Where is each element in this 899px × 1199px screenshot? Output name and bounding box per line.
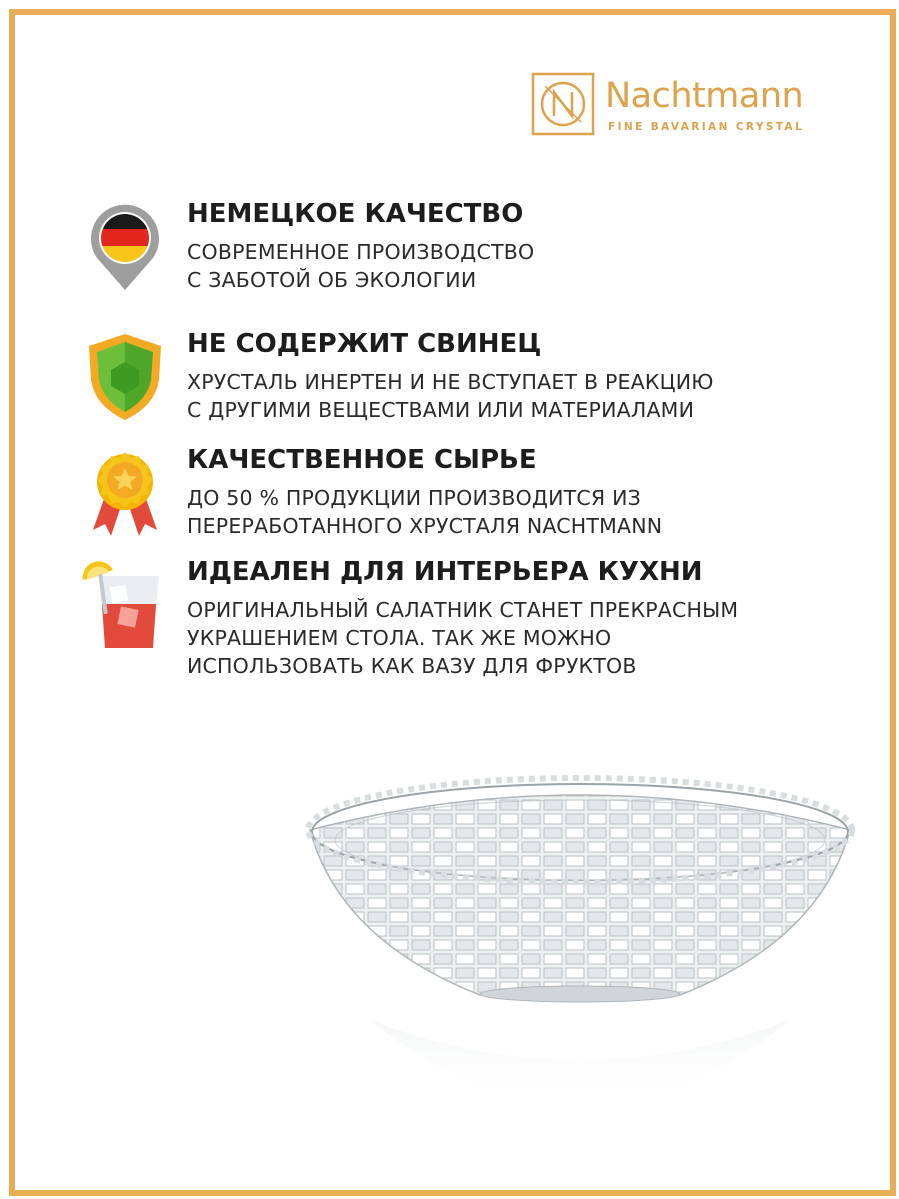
feature-line: С ЗАБОТОЙ ОБ ЭКОЛОГИИ bbox=[187, 268, 477, 292]
feature-description bbox=[187, 596, 827, 680]
feature-line: ОРИГИНАЛЬНЫЙ САЛАТНИК СТАНЕТ ПРЕКРАСНЫМ bbox=[187, 598, 739, 622]
feature-line: С ДРУГИМИ ВЕЩЕСТВАМИ ИЛИ МАТЕРИАЛАМИ bbox=[187, 398, 695, 422]
cocktail-glass-icon bbox=[75, 556, 175, 656]
brand-logo bbox=[531, 72, 841, 136]
feature-title: КАЧЕСТВЕННОЕ СЫРЬЕ bbox=[187, 445, 537, 475]
shield-icon bbox=[75, 328, 175, 428]
brand-name: Nachtmann bbox=[605, 76, 804, 116]
feature-line: ХРУСТАЛЬ ИНЕРТЕН И НЕ ВСТУПАЕТ В РЕАКЦИЮ bbox=[187, 370, 714, 394]
feature-title: НЕ СОДЕРЖИТ СВИНЕЦ bbox=[187, 329, 542, 359]
crystal-bowl-image bbox=[300, 770, 860, 1170]
germany-flag-pin-icon bbox=[75, 198, 175, 298]
feature-line: УКРАШЕНИЕМ СТОЛА. ТАК ЖЕ МОЖНО bbox=[187, 626, 612, 650]
feature-description bbox=[187, 484, 827, 540]
feature-line: ДО 50 % ПРОДУКЦИИ ПРОИЗВОДИТСЯ ИЗ bbox=[187, 486, 641, 510]
feature-line: ПЕРЕРАБОТАННОГО ХРУСТАЛЯ NACHTMANN bbox=[187, 514, 663, 538]
nachtmann-logo-icon bbox=[531, 72, 595, 136]
feature-title: НЕМЕЦКОЕ КАЧЕСТВО bbox=[187, 199, 524, 229]
feature-title: ИДЕАЛЕН ДЛЯ ИНТЕРЬЕРА КУХНИ bbox=[187, 557, 703, 587]
feature-line: ИСПОЛЬЗОВАТЬ КАК ВАЗУ ДЛЯ ФРУКТОВ bbox=[187, 654, 637, 678]
feature-description bbox=[187, 368, 827, 424]
feature-description bbox=[187, 238, 827, 294]
medal-icon bbox=[75, 444, 175, 544]
feature-line: СОВРЕМЕННОЕ ПРОИЗВОДСТВО bbox=[187, 240, 535, 264]
brand-tagline: FINE BAVARIAN CRYSTAL bbox=[608, 121, 805, 133]
